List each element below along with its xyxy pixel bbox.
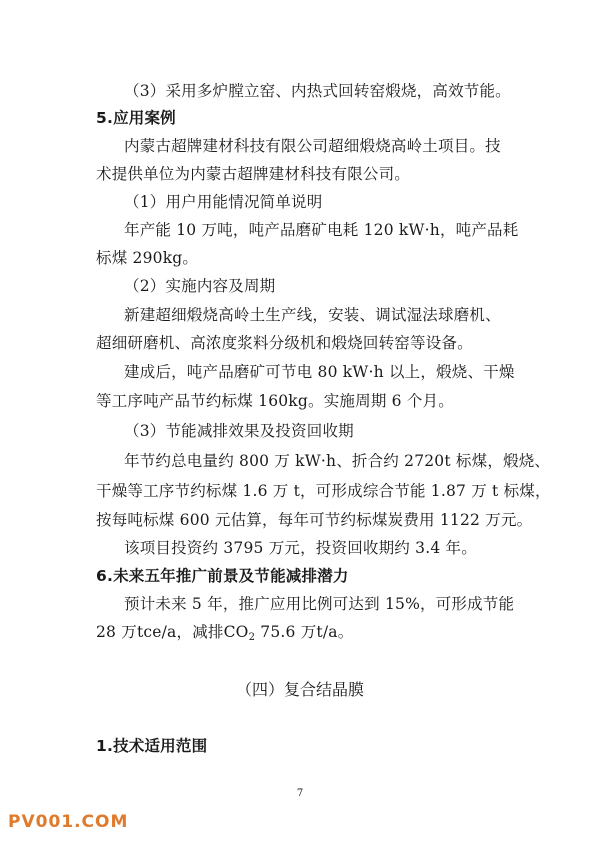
co2-subscript: 2	[248, 632, 256, 643]
section-heading: （四）复合结晶膜	[235, 680, 364, 699]
co2-text-before: 28 万tce/a，减排CO	[96, 623, 249, 641]
subsection-heading: 1.技术适用范围	[96, 737, 208, 755]
paragraph-line: 该项目投资约 3795 万元，投资回收期约 3.4 年。	[124, 539, 477, 557]
heading-application-case: 5.应用案例	[96, 109, 176, 127]
paragraph-line-co2	[0, 621, 600, 649]
paragraph-line: （3）采用多炉膛立窑、内热式回转窑煅烧，高效节能。	[124, 82, 511, 100]
watermark-logo: PV001.COM	[8, 812, 129, 832]
subheading-line: （1）用户用能情况简单说明	[124, 193, 323, 211]
paragraph-line: 新建超细煅烧高岭土生产线，安装、调试湿法球磨机、	[124, 306, 501, 324]
paragraph-line: 术提供单位为内蒙古超牌建材科技有限公司。	[96, 165, 411, 183]
co2-text-after: 75.6 万t/a。	[255, 623, 354, 641]
paragraph-line: 干燥等工序节约标煤 1.6 万 t，可形成综合节能 1.87 万 t 标煤，	[96, 482, 551, 500]
paragraph-line: 标煤 290kg。	[96, 249, 199, 267]
paragraph-line: 等工序吨产品节约标煤 160kg。实施周期 6 个月。	[96, 392, 454, 410]
paragraph-line: 年节约总电量约 800 万 kW·h、折合约 2720t 标煤，煅烧、	[124, 452, 551, 470]
paragraph-line: 建成后，吨产品磨矿可节电 80 kW·h 以上，煅烧、干燥	[124, 363, 515, 381]
page-number: 7	[296, 788, 304, 799]
heading-promotion-prospect: 6.未来五年推广前景及节能减排潜力	[96, 567, 349, 585]
paragraph-line: 年产能 10 万吨，吨产品磨矿电耗 120 kW·h，吨产品耗	[124, 221, 519, 239]
subheading-line: （2）实施内容及周期	[124, 277, 276, 295]
paragraph-line: 按每吨标煤 600 元估算，每年可节约标煤炭费用 1122 万元。	[96, 511, 533, 529]
paragraph-line: 超细研磨机、高浓度浆料分级机和煅烧回转窑等设备。	[96, 334, 473, 352]
paragraph-line: 内蒙古超牌建材科技有限公司超细煅烧高岭土项目。技	[124, 137, 501, 155]
paragraph-line: 预计未来 5 年，推广应用比例可达到 15%，可形成节能	[124, 595, 515, 613]
subheading-line: （3）节能减排效果及投资回收期	[124, 422, 354, 440]
